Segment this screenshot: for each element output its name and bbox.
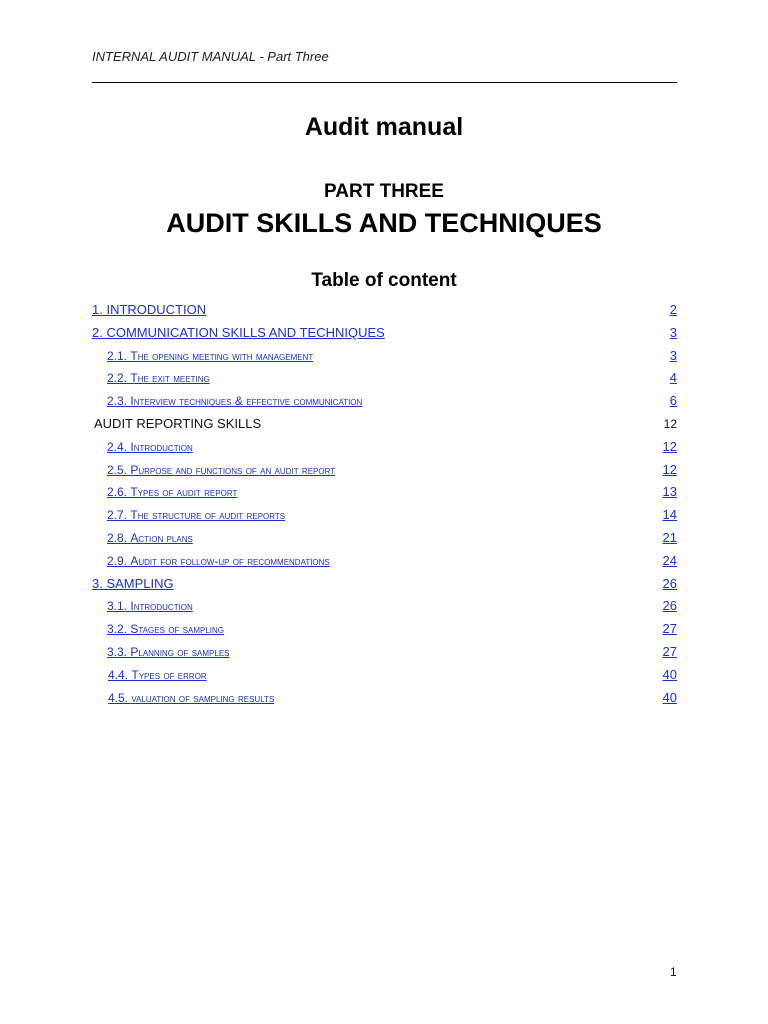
running-header: INTERNAL AUDIT MANUAL - Part Three: [92, 49, 329, 64]
toc-link-communication-skills[interactable]: 2. COMMUNICATION SKILLS AND TECHNIQUES 3: [92, 324, 677, 340]
toc-link-introduction[interactable]: 1. INTRODUCTION 2: [92, 302, 677, 317]
toc-link-opening-meeting[interactable]: 2.1. The opening meeting with management 3: [107, 347, 677, 363]
toc-entry-audit-reporting-skills: AUDIT REPORTING SKILLS 12: [94, 415, 677, 431]
toc-link-reporting-introduction[interactable]: 2.4. Introduction 12: [107, 438, 677, 454]
toc-link-exit-meeting[interactable]: 2.2. The exit meeting 4: [107, 370, 677, 386]
part-title: AUDIT SKILLS AND TECHNIQUES: [166, 208, 602, 238]
toc-link-sampling-stages[interactable]: 3.2. Stages of sampling 27: [107, 621, 677, 637]
toc-link-sampling-results-valuation[interactable]: 4.5. valuation of sampling results 40: [108, 689, 677, 705]
document-title: Audit manual: [304, 113, 464, 141]
part-label: PART THREE: [324, 181, 444, 202]
toc-link-follow-up-audit[interactable]: 2.9. Audit for follow-up of recommendations 24: [107, 552, 677, 568]
toc-link-sampling-introduction[interactable]: 3.1. Introduction 26: [107, 598, 677, 614]
toc-link-report-types[interactable]: 2.6. Types of audit report 13: [107, 484, 677, 500]
toc-link-report-purpose[interactable]: 2.5. Purpose and functions of an audit report 12: [107, 461, 677, 477]
toc-link-action-plans[interactable]: 2.8. Action plans 21: [107, 529, 677, 545]
toc-link-sampling[interactable]: 3. SAMPLING 26: [92, 575, 677, 591]
toc-link-report-structure[interactable]: 2.7. The structure of audit reports 14: [107, 507, 677, 523]
toc-link-error-types[interactable]: 4.4. Types of error 40: [108, 666, 677, 682]
toc-heading: Table of content: [311, 270, 457, 291]
toc-link-sample-planning[interactable]: 3.3. Planning of samples 27: [107, 643, 677, 659]
header-rule: [92, 82, 677, 83]
table-of-contents: [92, 299, 677, 709]
page-number: 1: [670, 965, 677, 979]
toc-link-interview-techniques[interactable]: 2.3. Interview techniques & effective communication 6: [107, 393, 677, 409]
